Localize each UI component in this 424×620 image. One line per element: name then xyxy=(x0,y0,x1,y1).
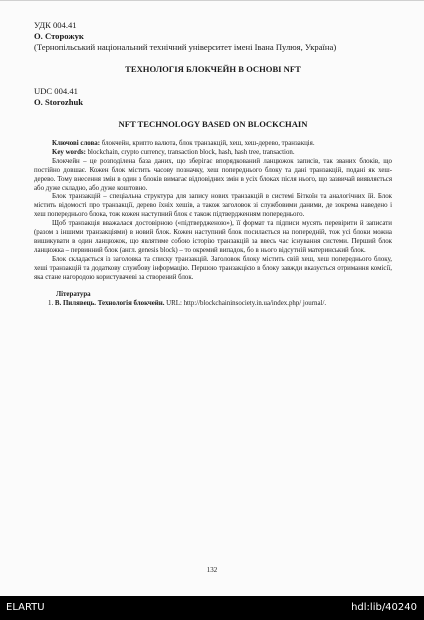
paragraph: Щоб транзакція вважалася достовірною («підтвердженою»), її формат та підписи мусять перевірити й записати (разом з іншими транзакціями) в новий блок. Кожен наступний блок посилається на попередній, тож усі блоки можна вишикувати в один ланцюжок, що являтиме собою історію транзакцій за ввесь час існування системи. Перший блок ланцюжка – первинний блок (англ. genesis block) – то окремий випадок, бо в нього відсутній материнський блок. xyxy=(34,220,392,254)
affiliation-ua: (Тернопільський національний технічний університет імені Івана Пулюя, Україна) xyxy=(34,42,337,52)
title-ua: ТЕХНОЛОГІЯ БЛОКЧЕЙН В ОСНОВІ NFT xyxy=(125,64,301,74)
handle-id: hdl:lib/40240 xyxy=(351,602,417,613)
paragraph: Блок складається із заголовка та списку транзакцій. Заголовок блоку містить свій хеш, хеш попереднього блоку, хеші транзакцій та додаткову службову інформацію. Першою транзакцією в блоку завжди вказується отримання комісії, яка стане нагородою користувачеві за створений блок. xyxy=(34,255,392,281)
keywords-en-text: blockchain, crypto currency, transaction block, hash, hash tree, transaction. xyxy=(85,148,295,156)
article-body xyxy=(34,140,392,283)
author-ua: О. Сторожук xyxy=(34,31,84,41)
title-en: NFT TECHNOLOGY BASED ON BLOCKCHAIN xyxy=(118,119,308,129)
udk-ua: УДК 004.41 xyxy=(34,20,77,30)
keywords-ua xyxy=(34,140,392,149)
repository-name: ELARTU xyxy=(6,602,45,613)
keywords-ua-label: Ключові слова: xyxy=(52,140,101,147)
paragraph: Блок транзакцій – спеціальна структура для запису нових транзакцій в системі Біткоїн та аналогічних їй. Блок містить відомості про транзакції, дерево їхніх хешів, а також заголовок зі службовими даними, де зокрема наведено і хеш попереднього блока, тож кожен наступний блок є також підтвердженням попереднього. xyxy=(34,193,392,219)
literature-item-url: URL: http://blockchaininsociety.in.ua/index.php/ journal/. xyxy=(164,299,327,307)
page-top-edge xyxy=(0,0,424,1)
keywords-ua-text: блокчейн, крипто валюта, блок транзакцій, хеш, хеш-дерево, транзакція. xyxy=(100,140,315,147)
udk-en: UDC 004.41 xyxy=(34,86,78,96)
literature-heading: Література xyxy=(56,290,91,298)
article-content xyxy=(34,20,392,308)
author-en: O. Storozhuk xyxy=(34,97,84,107)
keywords-en-label: Key words: xyxy=(52,148,86,156)
literature-item-number: 1. xyxy=(48,299,54,307)
footer-bar xyxy=(0,596,424,620)
literature-item-title: В. Пилявець. Технологія блокчейн. xyxy=(54,299,165,307)
literature-item xyxy=(48,299,392,308)
paragraph: Блокчейн – це розподілена база даних, що зберігає впорядкований ланцюжок записів, так званих блоків, що постійно довшає. Кожен блок містить часову позначку, хеш попереднього блоку та дані транзакцій, подані як хеш-дерево. Тому внесення змін в один з блоків вимагає відповідних змін в усіх блоках після нього, що зазвичай виявляється або дуже складно, або дуже коштовно. xyxy=(34,157,392,192)
page-number: 132 xyxy=(206,566,218,574)
keywords-en xyxy=(34,149,392,158)
